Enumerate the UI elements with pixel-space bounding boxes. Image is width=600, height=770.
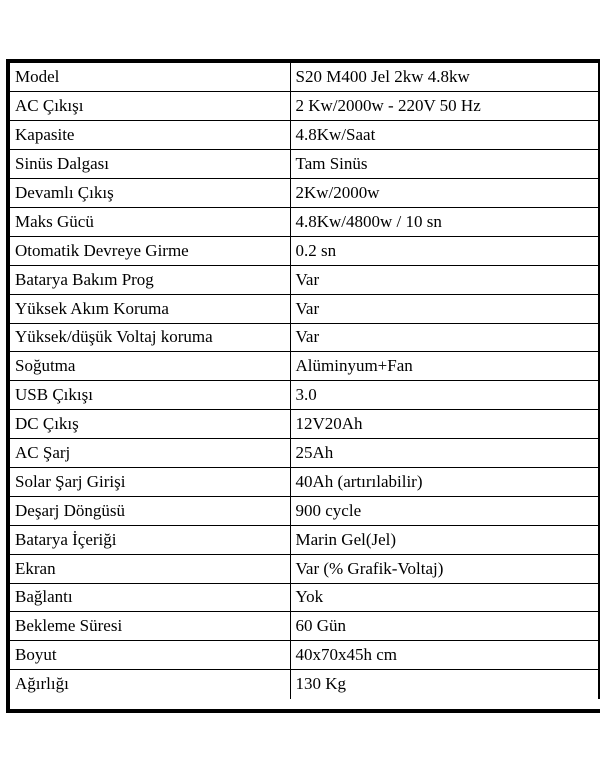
table-row bbox=[10, 439, 600, 468]
spec-label: Ağırlığı bbox=[10, 670, 290, 699]
spec-value: 4.8Kw/Saat bbox=[290, 121, 600, 150]
table-row bbox=[10, 670, 600, 699]
spec-value: 130 Kg bbox=[290, 670, 600, 699]
spec-value: Marin Gel(Jel) bbox=[290, 525, 600, 554]
table-row bbox=[10, 410, 600, 439]
table-row bbox=[10, 150, 600, 179]
spec-label: Ekran bbox=[10, 554, 290, 583]
spec-label: DC Çıkış bbox=[10, 410, 290, 439]
spec-label: Model bbox=[10, 63, 290, 92]
spec-label: Boyut bbox=[10, 641, 290, 670]
table-row bbox=[10, 381, 600, 410]
table-row bbox=[10, 236, 600, 265]
spec-table-frame bbox=[6, 59, 600, 713]
spec-label: Devamlı Çıkış bbox=[10, 179, 290, 208]
table-row bbox=[10, 554, 600, 583]
spec-label: Bekleme Süresi bbox=[10, 612, 290, 641]
table-row bbox=[10, 583, 600, 612]
spec-label: Maks Gücü bbox=[10, 207, 290, 236]
spec-value: Yok bbox=[290, 583, 600, 612]
table-row bbox=[10, 525, 600, 554]
table-row bbox=[10, 63, 600, 92]
spec-value: 60 Gün bbox=[290, 612, 600, 641]
spec-value: 4.8Kw/4800w / 10 sn bbox=[290, 207, 600, 236]
spec-label: Yüksek Akım Koruma bbox=[10, 294, 290, 323]
spec-table-viewport bbox=[10, 63, 600, 713]
spec-value: 25Ah bbox=[290, 439, 600, 468]
spec-label: Otomatik Devreye Girme bbox=[10, 236, 290, 265]
spec-value: 2 Kw/2000w - 220V 50 Hz bbox=[290, 92, 600, 121]
table-row bbox=[10, 467, 600, 496]
spec-label: USB Çıkışı bbox=[10, 381, 290, 410]
table-row bbox=[10, 207, 600, 236]
spec-table bbox=[10, 63, 600, 699]
spec-value: Var bbox=[290, 323, 600, 352]
spec-value: Var bbox=[290, 265, 600, 294]
table-row bbox=[10, 323, 600, 352]
spec-label: Soğutma bbox=[10, 352, 290, 381]
table-row bbox=[10, 641, 600, 670]
spec-label: Sinüs Dalgası bbox=[10, 150, 290, 179]
spec-value: S20 M400 Jel 2kw 4.8kw bbox=[290, 63, 600, 92]
spec-value: Var bbox=[290, 294, 600, 323]
spec-value: 0.2 sn bbox=[290, 236, 600, 265]
spec-label: Batarya İçeriği bbox=[10, 525, 290, 554]
spec-value: Var (% Grafik-Voltaj) bbox=[290, 554, 600, 583]
spec-label: Batarya Bakım Prog bbox=[10, 265, 290, 294]
spec-value: Tam Sinüs bbox=[290, 150, 600, 179]
spec-label: Solar Şarj Girişi bbox=[10, 467, 290, 496]
spec-value: 40x70x45h cm bbox=[290, 641, 600, 670]
spec-value: 2Kw/2000w bbox=[290, 179, 600, 208]
spec-value: Alüminyum+Fan bbox=[290, 352, 600, 381]
table-row bbox=[10, 496, 600, 525]
spec-value: 40Ah (artırılabilir) bbox=[290, 467, 600, 496]
spec-label: AC Şarj bbox=[10, 439, 290, 468]
spec-label: AC Çıkışı bbox=[10, 92, 290, 121]
table-row bbox=[10, 352, 600, 381]
spec-label: Yüksek/düşük Voltaj koruma bbox=[10, 323, 290, 352]
spec-label: Deşarj Döngüsü bbox=[10, 496, 290, 525]
spec-value: 12V20Ah bbox=[290, 410, 600, 439]
spec-label: Bağlantı bbox=[10, 583, 290, 612]
table-row bbox=[10, 294, 600, 323]
spec-value: 900 cycle bbox=[290, 496, 600, 525]
spec-value: 3.0 bbox=[290, 381, 600, 410]
table-row bbox=[10, 92, 600, 121]
table-row bbox=[10, 612, 600, 641]
spec-table-body bbox=[10, 63, 600, 699]
table-row bbox=[10, 179, 600, 208]
spec-label: Kapasite bbox=[10, 121, 290, 150]
table-row bbox=[10, 121, 600, 150]
table-row bbox=[10, 265, 600, 294]
